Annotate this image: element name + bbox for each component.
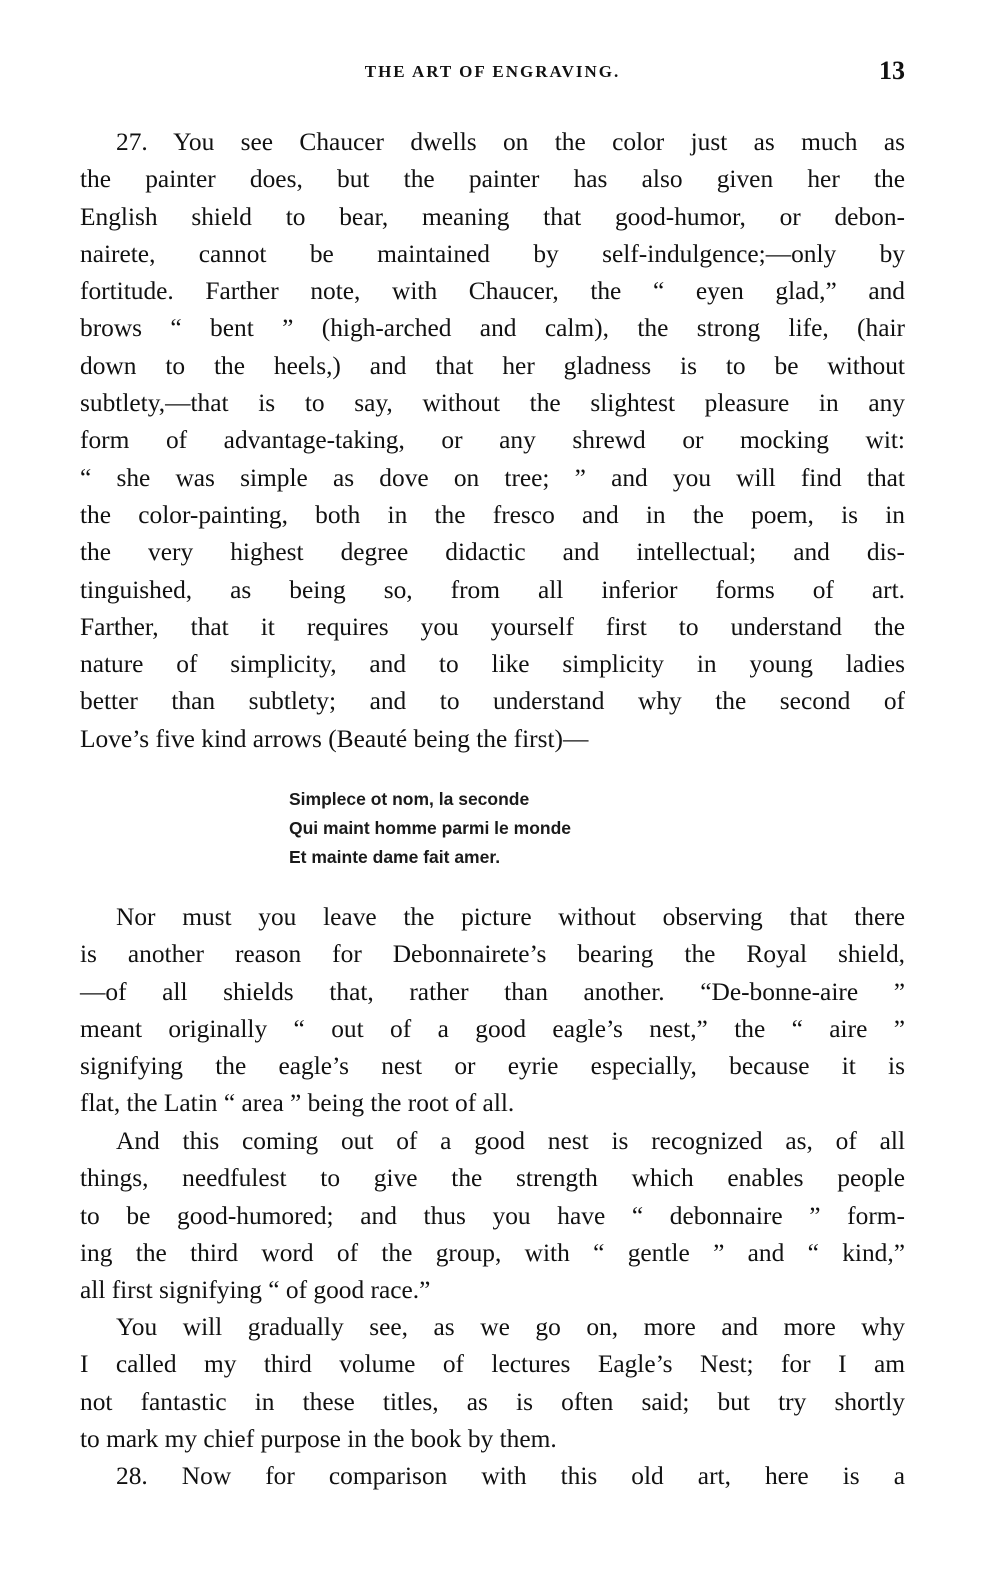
text-line: better than subtlety; and to understand why the second of [80,687,905,716]
text-line: form of advantage-taking, or any shrewd or mocking wit: [80,426,905,455]
text-line: “ she was simple as dove on tree; ” and you will find that [80,463,905,492]
text-line: And this coming out of a good nest is recognized as, of all [116,1127,905,1155]
text-line: ing the third word of the group, with “ gentle ” and “ kind,” [80,1238,905,1267]
text-line: fortitude. Farther note, with Chaucer, the “ eyen glad,” and [80,277,905,306]
text-line: I called my third volume of lectures Eagle’s Nest; for I am [80,1350,905,1379]
verse-line: Qui maint homme parmi le monde [289,818,571,838]
text-line: nature of simplicity, and to like simplicity in young ladies [80,650,905,679]
paragraph-28 [80,1458,905,1495]
text-line: flat, the Latin “ area ” being the root of all. [80,1089,515,1118]
paragraph-nor [80,899,905,1123]
paragraph-28-text [80,1458,905,1495]
text-line: nairete, cannot be maintained by self-indulgence;—only by [80,239,905,268]
text-line: not fantastic in these titles, as is often said; but try shortly [80,1387,905,1416]
running-title: THE ART OF ENGRAVING. [364,62,621,81]
paragraph-you-text [80,1309,905,1458]
text-line: tinguished, as being so, from all inferior forms of art. [80,575,905,604]
french-verse-quotation [289,785,789,872]
text-line: things, needfulest to give the strength which enables people [80,1164,905,1193]
text-line: Nor must you leave the picture without observing that there [116,903,905,931]
text-line: brows “ bent ” (high-arched and calm), the strong life, (hair [80,314,905,343]
paragraph-27-text [80,124,905,758]
paragraph-and [80,1123,905,1309]
text-line: English shield to bear, meaning that good-humor, or debon- [80,202,905,231]
text-line: —of all shields that, rather than another. “De-bonne-aire ” [80,977,905,1006]
text-line: the color-painting, both in the fresco and in the poem, is in [80,500,905,529]
verse-line: Simplece ot nom, la seconde [289,789,530,809]
paragraph-you [80,1309,905,1458]
text-line: 27. You see Chaucer dwells on the color just as much as [116,128,905,156]
text-line: You will gradually see, as we go on, more and more why [116,1313,905,1341]
text-line: down to the heels,) and that her gladness is to be without [80,351,905,380]
text-line: subtlety,—that is to say, without the slightest pleasure in any [80,389,905,418]
paragraph-nor-text [80,899,905,1123]
running-head [80,58,905,88]
text-line: meant originally “ out of a good eagle’s nest,” the “ aire ” [80,1014,905,1043]
text-line: the very highest degree didactic and intellectual; and dis- [80,538,905,567]
verse-line: Et mainte dame fait amer. [289,847,501,867]
text-line: to be good-humored; and thus you have “ debonnaire ” form- [80,1201,905,1230]
text-line: 28. Now for comparison with this old art, here is a [116,1462,905,1490]
text-line: Love’s five kind arrows (Beauté being the first)— [80,724,589,753]
text-line: all first signifying “ of good race.” [80,1276,431,1305]
paragraph-and-text [80,1123,905,1309]
text-line: to mark my chief purpose in the book by them. [80,1424,557,1453]
page-number: 13 [879,56,905,85]
text-line: Farther, that it requires you yourself first to understand the [80,612,905,641]
text-line: signifying the eagle’s nest or eyrie especially, because it is [80,1052,905,1081]
paragraph-27 [80,124,905,758]
text-line: is another reason for Debonnairete’s bearing the Royal shield, [80,940,905,969]
text-line: the painter does, but the painter has also given her the [80,165,905,194]
